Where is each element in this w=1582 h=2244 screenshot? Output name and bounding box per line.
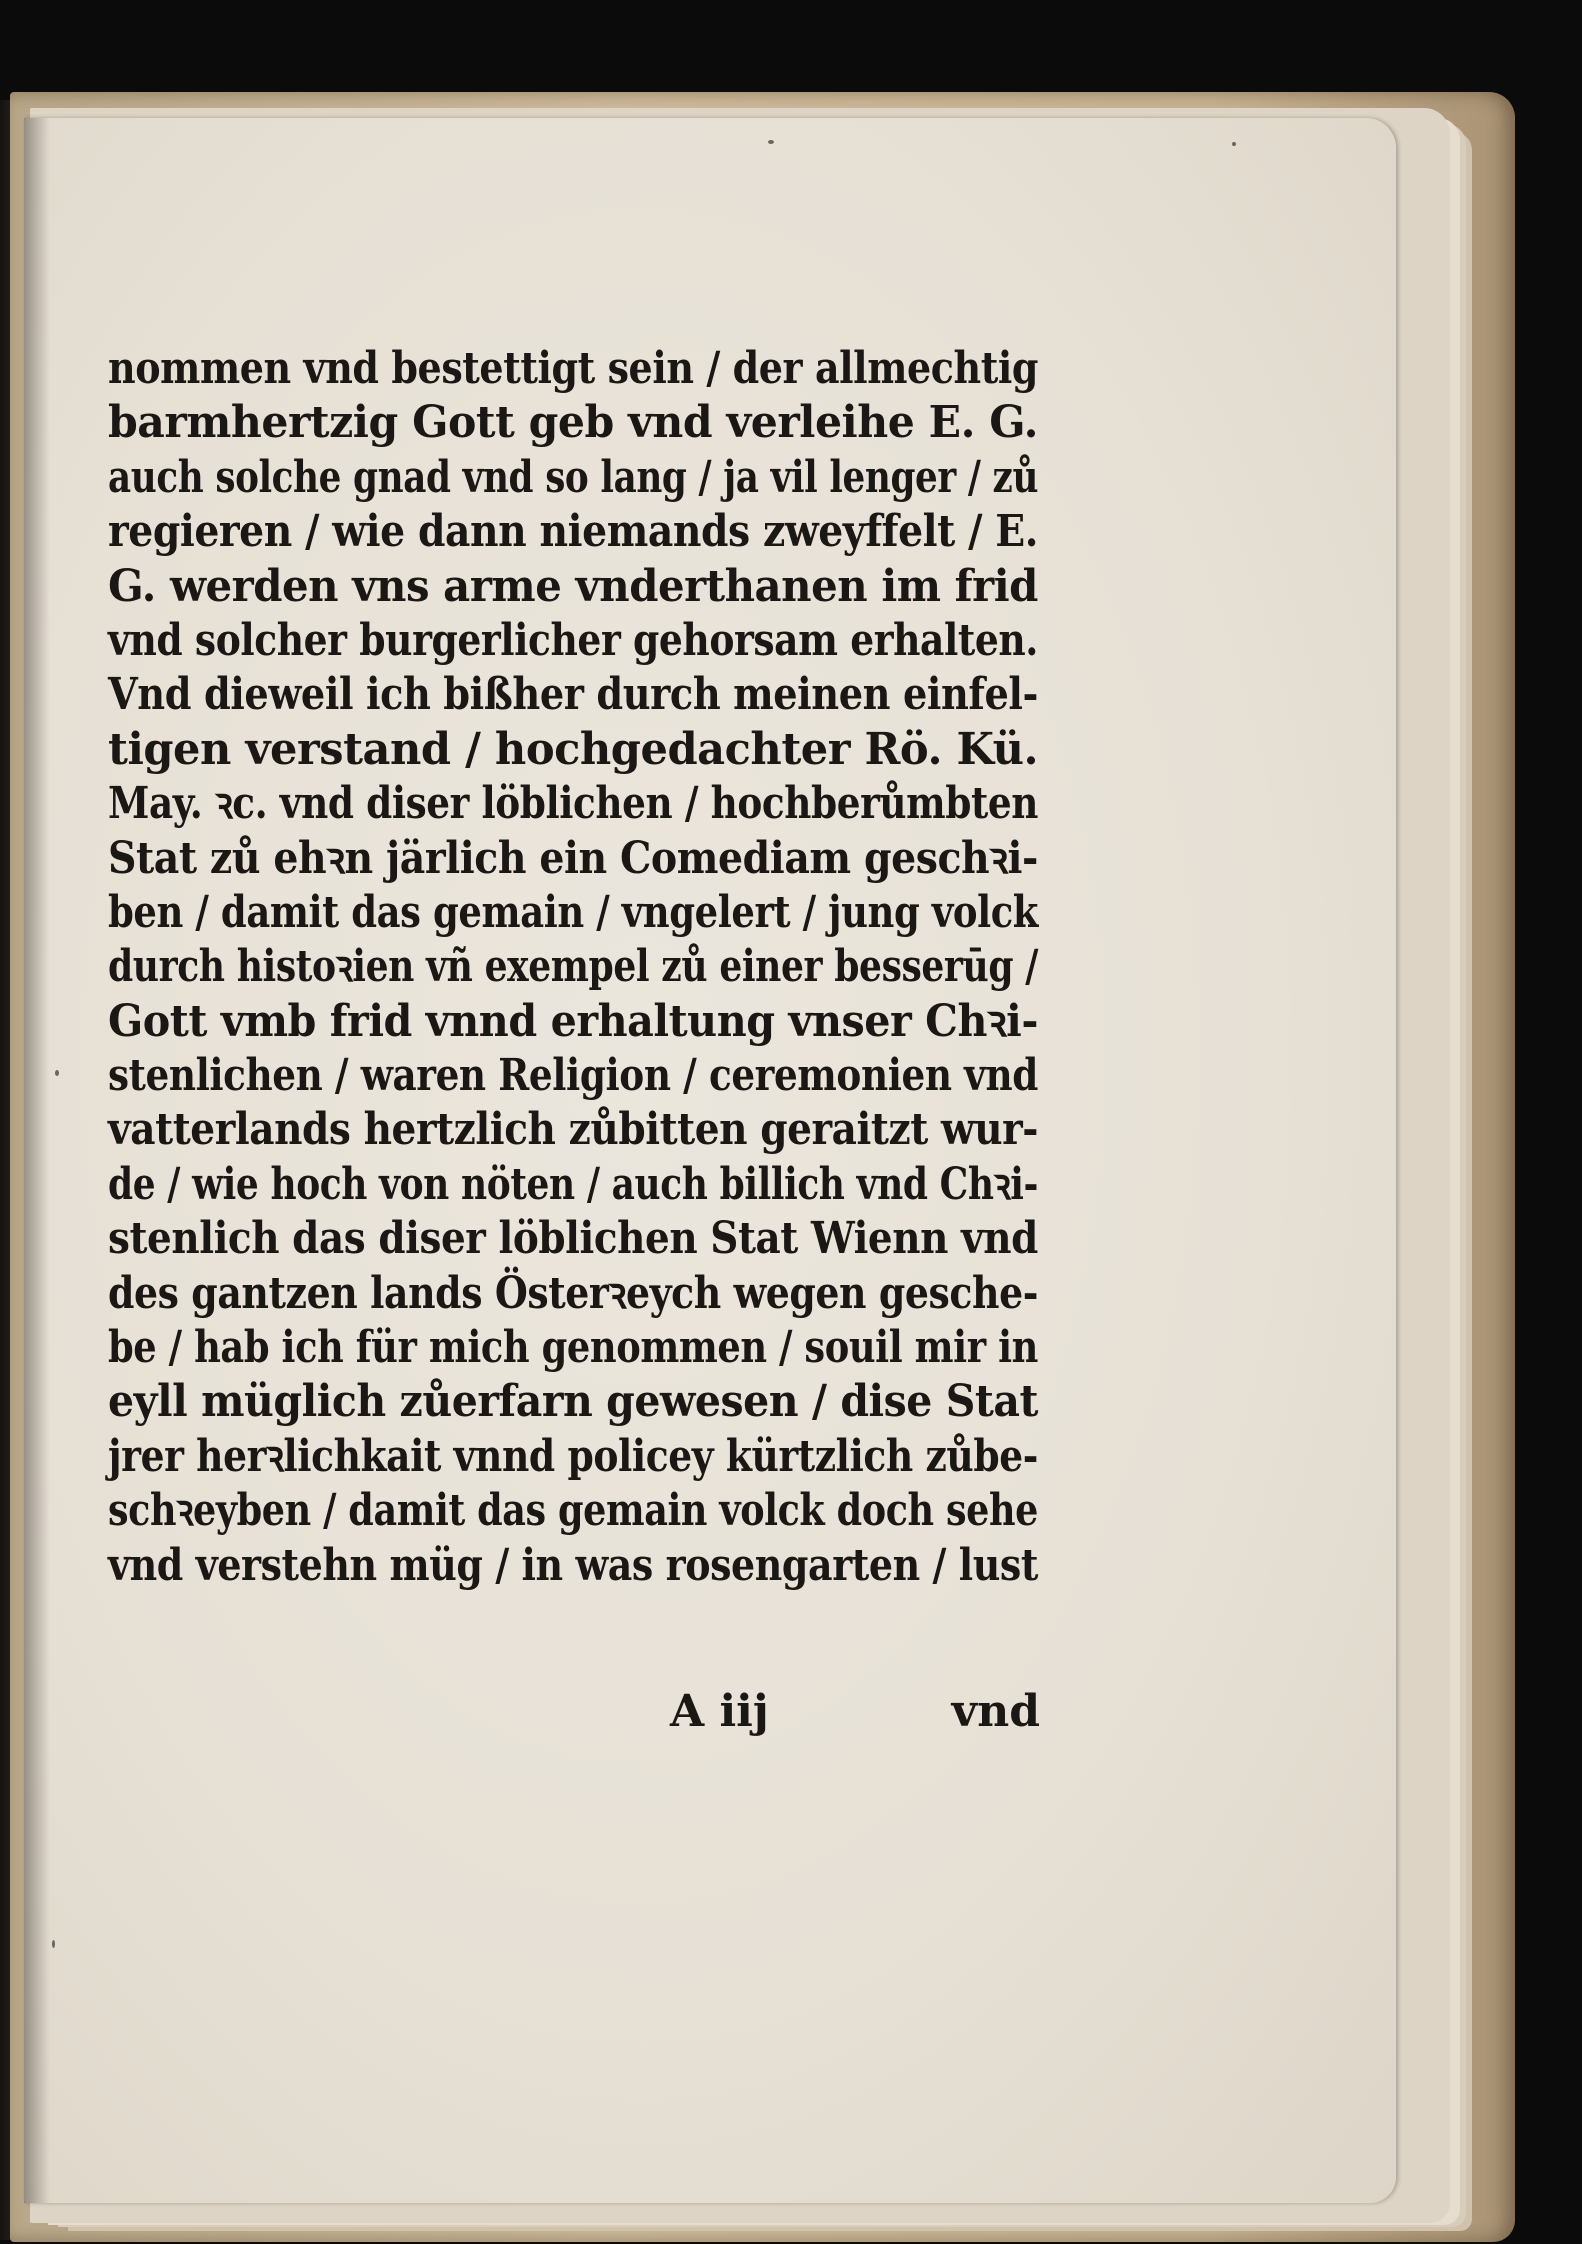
text-line: vatterlands hertzlich zůbitten geraitzt wur-	[108, 1104, 1039, 1156]
text-line: Vnd dieweil ich bißher durch meinen einfel-	[108, 669, 1038, 721]
text-line: be / hab ich für mich genommen / souil mir in	[108, 1322, 1038, 1374]
text-line: Stat zů ehꝛn järlich ein Comediam geschꝛi-	[108, 832, 1038, 884]
text-line: tigen verstand / hochgedachter Rö. Kü.	[108, 723, 1039, 775]
text-line: durch histoꝛien vñ exempel zů einer besserūg /	[108, 941, 1039, 993]
text-line: des gantzen lands Österꝛeych wegen gesche-	[108, 1267, 1039, 1319]
text-line: barmhertzig Gott geb vnd verleihe E. G.	[108, 397, 1038, 449]
text-line: ben / damit das gemain / vngelert / jung volck	[108, 886, 1038, 938]
paper-speck	[52, 1940, 55, 1948]
text-line: vnd verstehn müg / in was rosengarten / lust	[108, 1539, 1038, 1591]
text-line: May. ꝛc. vnd diser löblichen / hochberůmbten	[108, 778, 1038, 830]
text-line: nommen vnd bestettigt sein / der allmechtig	[108, 343, 1039, 394]
signature-mark: A iij	[670, 1686, 769, 1737]
gutter-shadow	[24, 118, 50, 2203]
text-line: stenlich das diser löblichen Stat Wienn vnd	[108, 1213, 1038, 1265]
paper-speck	[768, 140, 774, 144]
text-line: regieren / wie dann niemands zweyffelt / E.	[108, 506, 1039, 558]
page-footer	[670, 1685, 1040, 1739]
paper-speck	[1232, 142, 1236, 146]
text-line: Gott vmb frid vnnd erhaltung vnser Chꝛi-	[108, 995, 1038, 1047]
text-line: eyll müglich zůerfarn gewesen / dise Stat	[108, 1376, 1039, 1428]
text-line: stenlichen / waren Religion / ceremonien vnd	[108, 1050, 1038, 1102]
paper-speck	[55, 1070, 59, 1076]
text-line: schꝛeyben / damit das gemain volck doch sehe	[108, 1485, 1038, 1537]
text-line: de / wie hoch von nöten / auch billich vnd Chꝛi-	[108, 1158, 1039, 1210]
catchword: vnd	[951, 1686, 1040, 1737]
text-line: auch solche gnad vnd so lang / ja vil lenger / zů	[108, 451, 1039, 503]
body-text	[108, 342, 1038, 1593]
text-line: vnd solcher burgerlicher gehorsam erhalten.	[108, 614, 1038, 666]
text-line: G. werden vns arme vnderthanen im frid	[108, 560, 1038, 612]
text-line: jrer herꝛlichkait vnnd policey kürtzlich zůbe-	[108, 1430, 1038, 1482]
